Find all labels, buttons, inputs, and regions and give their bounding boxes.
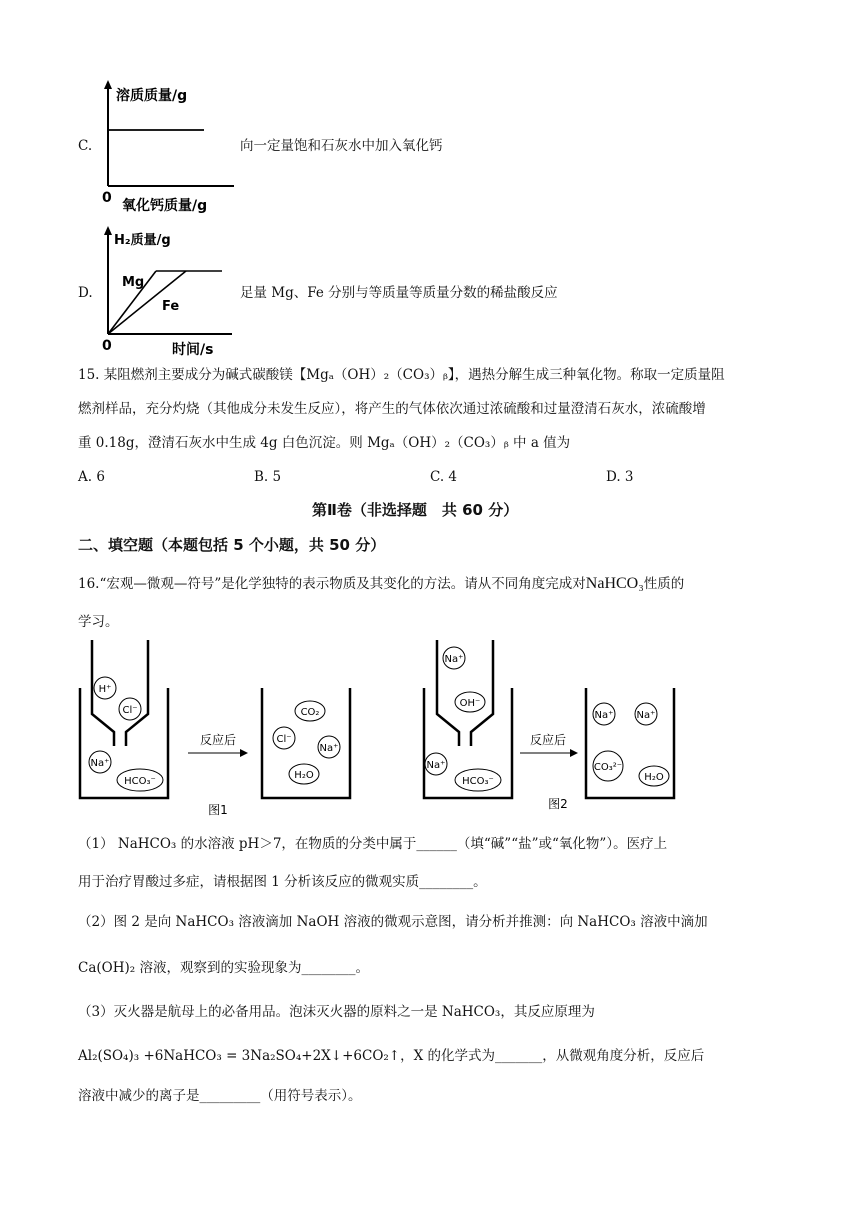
q15-option-d: D. 3 [606, 469, 634, 485]
option-c-y-label: 溶质质量/g [116, 88, 188, 104]
fig2-ion-na-dropper: Na⁺ [444, 654, 464, 665]
q16-part1-line-2: 用于治疗胃酸过多症，请根据图 1 分析该反应的微观实质________。 [78, 874, 487, 890]
option-c-origin: 0 [102, 190, 112, 206]
fig2-ion-oh: OH⁻ [459, 698, 481, 709]
q15-line-1: 15. 某阻燃剂主要成分为碱式碳酸镁【Mgₐ（OH）₂（CO₃）ᵦ】，遇热分解生成三种氧化物。称取一定质量阻 [78, 367, 725, 383]
q16-part2-line-1: （2）图 2 是向 NaHCO₃ 溶液滴加 NaOH 溶液的微观示意图，请分析并推测：向 NaHCO₃ 溶液中滴加 [78, 914, 708, 930]
q15-option-b: B. 5 [254, 469, 282, 485]
mg-label: Mg [122, 275, 145, 290]
fig1-ion-cl: Cl⁻ [122, 705, 138, 716]
q16-intro-formula: NaHCO₃ [585, 575, 644, 592]
fig1-ion-na: Na⁺ [90, 758, 110, 769]
q16-intro-line-1 [78, 574, 684, 594]
q16-intro-text-a: 16.“宏观—微观—符号”是化学独特的表示物质及其变化的方法。请从不同角度完成对 [78, 576, 586, 592]
part-2-title: 第Ⅱ卷（非选择题 共 60 分） [312, 501, 519, 519]
q16-intro-text-b: 性质的 [643, 576, 685, 592]
q16-part3-equation: Al₂(SO₄)₃ +6NaHCO₃ = 3Na₂SO₄+2X↓+6CO₂↑，X 的化学式为_______，从微观角度分析，反应后 [78, 1048, 705, 1064]
option-d-graph [96, 224, 246, 359]
fig2-product-h2o: H₂O [644, 772, 664, 783]
fig1-product-cl: Cl⁻ [276, 734, 292, 745]
option-d-x-label: 时间/s [172, 342, 214, 358]
q16-part2-line-2: Ca(OH)₂ 溶液，观察到的实验现象为________。 [78, 960, 369, 976]
option-d-description: 足量 Mg、Fe 分别与等质量等质量分数的稀盐酸反应 [240, 285, 558, 301]
fig1-arrow-label: 反应后 [199, 733, 237, 747]
option-d-y-label: H₂质量/g [114, 233, 171, 248]
fig2-product-co3: CO₃²⁻ [593, 762, 623, 773]
q15-option-a: A. 6 [78, 469, 105, 485]
fig1-product-co2: CO₂ [300, 707, 320, 718]
q16-part3-line-1: （3）灭火器是航母上的必备用品。泡沫灭火器的原料之一是 NaHCO₃，其反应原理为 [78, 1004, 595, 1020]
section-2-title: 二、填空题（本题包括 5 个小题，共 50 分） [78, 536, 386, 554]
figure-1 [70, 636, 400, 820]
option-d-letter: D. [78, 285, 93, 301]
fig1-caption: 图1 [208, 803, 228, 817]
fig1-ion-h: H⁺ [98, 684, 112, 695]
fig2-product-na-1: Na⁺ [594, 710, 614, 721]
fe-label: Fe [162, 299, 180, 314]
fig2-caption: 图2 [548, 797, 568, 811]
fig2-arrow-label: 反应后 [529, 733, 567, 747]
option-c-graph [96, 78, 246, 218]
fig1-product-h2o: H₂O [294, 770, 314, 781]
fig2-ion-na: Na⁺ [426, 760, 446, 771]
option-c-letter: C. [78, 138, 93, 154]
fig2-ion-hco3: HCO₃⁻ [462, 776, 494, 787]
figure-2 [418, 636, 688, 820]
q15-line-2: 燃剂样品，充分灼烧（其他成分未发生反应），将产生的气体依次通过浓硫酸和过量澄清石灰水，浓硫酸增 [78, 401, 706, 417]
q15-option-c: C. 4 [430, 469, 458, 485]
q16-part3-line-3: 溶液中减少的离子是_________（用符号表示）。 [78, 1088, 362, 1104]
option-c-x-label: 氧化钙质量/g [122, 198, 208, 214]
q16-part1-line-1: （1） NaHCO₃ 的水溶液 pH＞7，在物质的分类中属于______（填“碱”“盐”或“氧化物”）。医疗上 [78, 836, 668, 852]
option-d-origin: 0 [102, 338, 112, 354]
option-c-description: 向一定量饱和石灰水中加入氧化钙 [240, 138, 443, 154]
fig1-ion-hco3: HCO₃⁻ [124, 776, 156, 787]
fig2-product-na-2: Na⁺ [636, 710, 656, 721]
q16-intro-line-2: 学习。 [78, 614, 119, 630]
fig1-product-na: Na⁺ [319, 743, 339, 754]
q15-line-3: 重 0.18g，澄清石灰水中生成 4g 白色沉淀。则 Mgₐ（OH）₂（CO₃）ᵦ 中 a 值为 [78, 435, 571, 451]
